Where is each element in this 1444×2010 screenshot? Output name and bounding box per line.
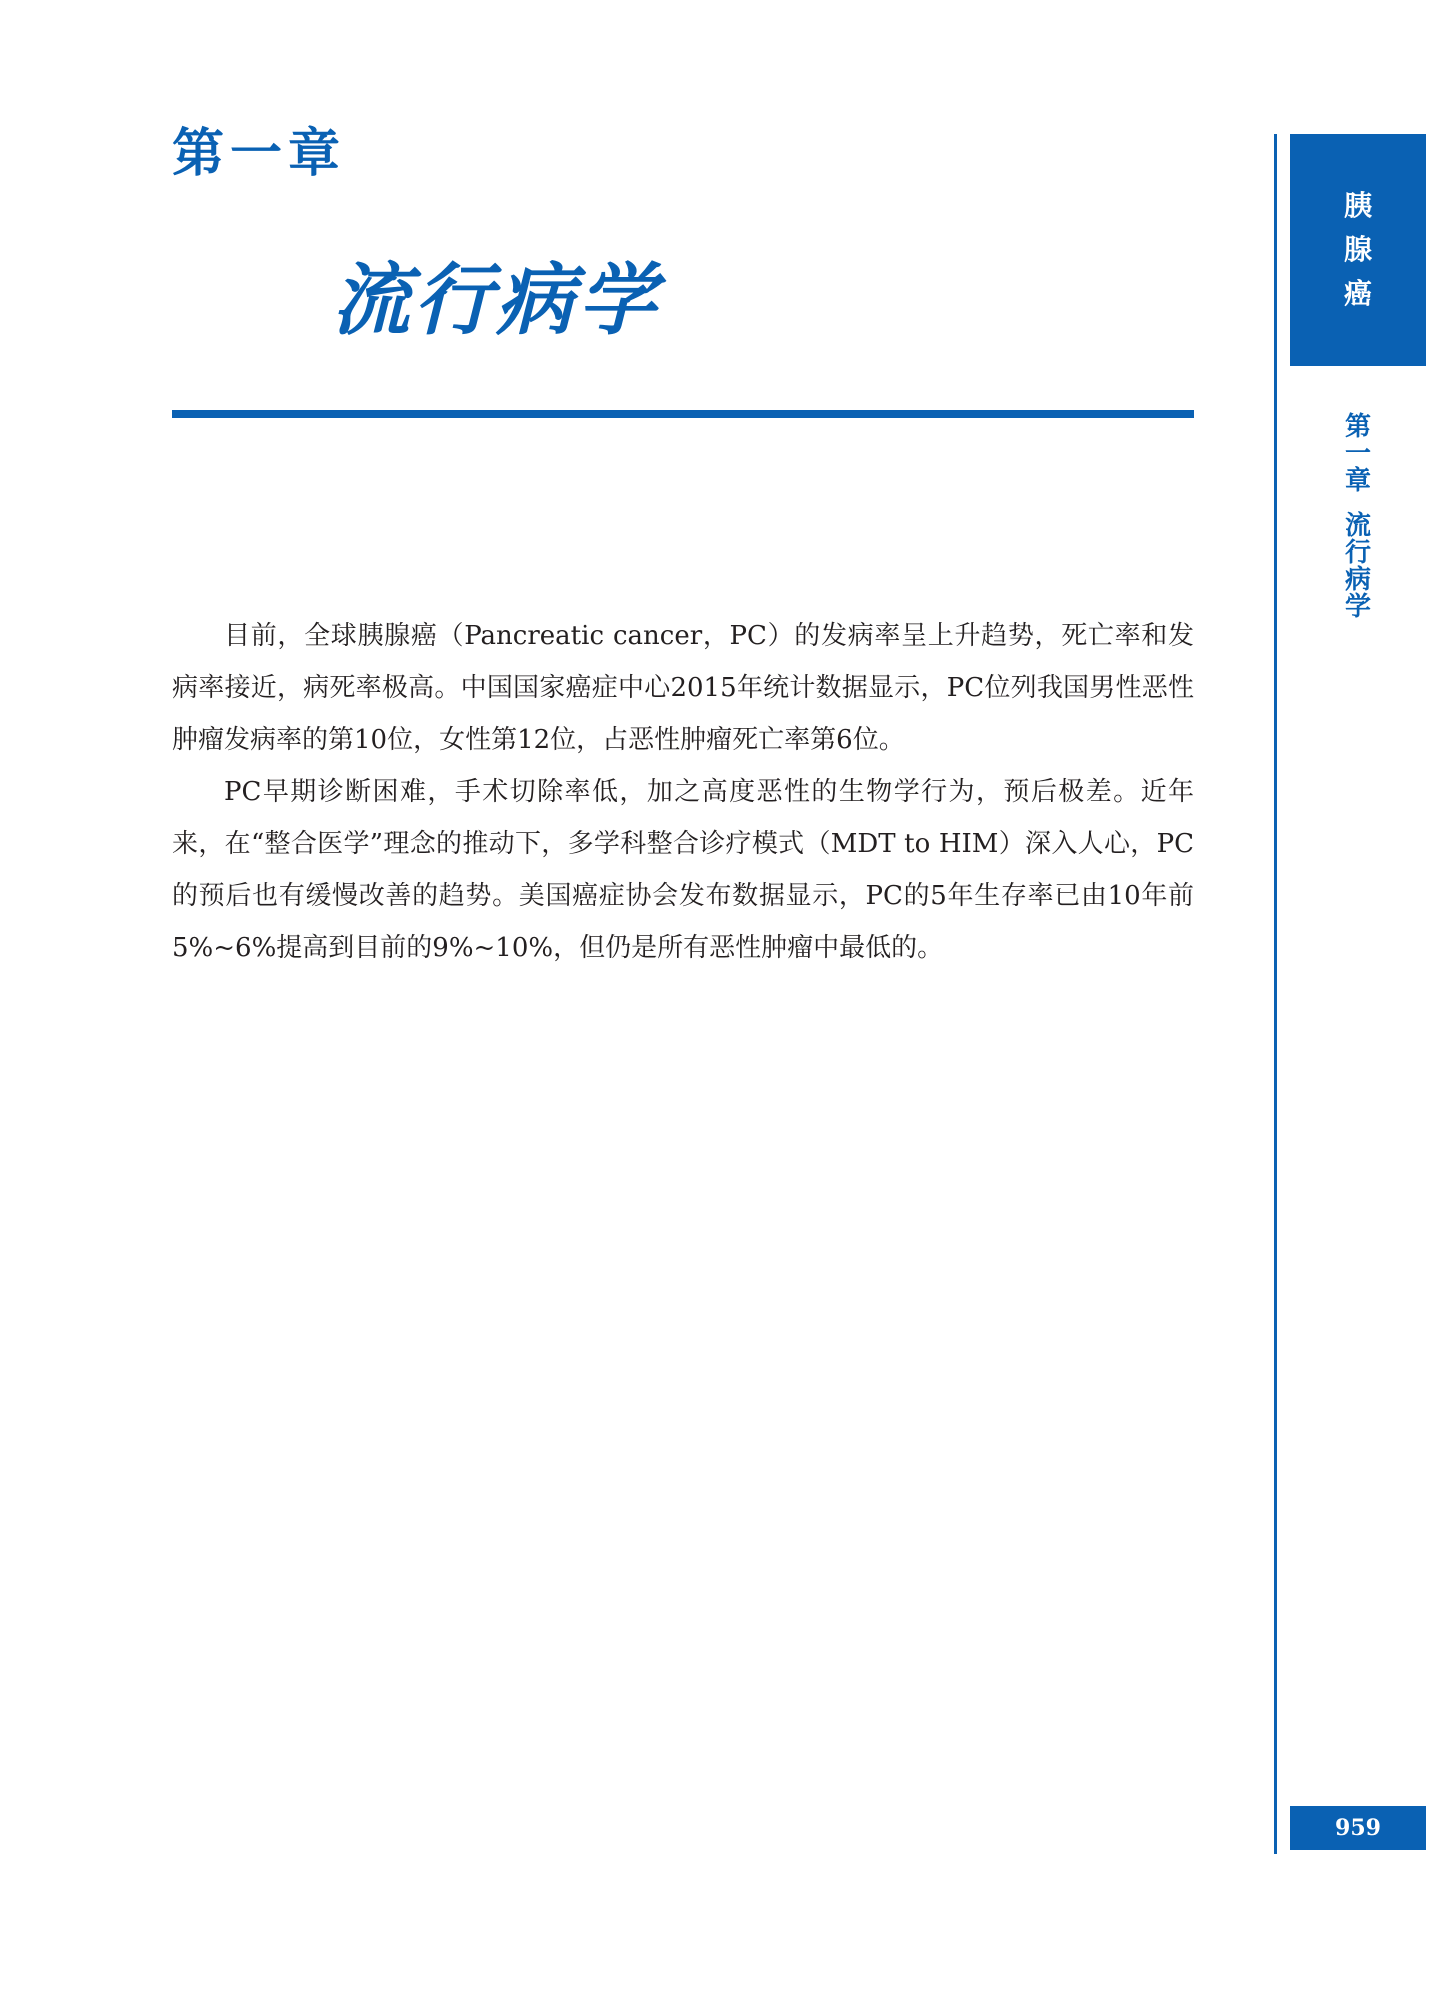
- sidebar-rule: [1274, 134, 1277, 1854]
- sidebar-chapter-char: 一: [1344, 439, 1371, 469]
- page-number: 959: [1290, 1806, 1426, 1850]
- chapter-title: 流行病学: [332, 256, 661, 346]
- sidebar-chapter-char: 病: [1344, 565, 1371, 595]
- sidebar-chapter-char: 流: [1344, 511, 1371, 541]
- sidebar-chapter-char: 行: [1344, 538, 1371, 568]
- chapter-label: 第一章: [172, 124, 347, 184]
- title-divider: [172, 410, 1194, 418]
- paragraph-1: 目前，全球胰腺癌（Pancreatic cancer，PC）的发病率呈上升趋势，死亡率和发病率接近，病死率极高。中国国家癌症中心2015年统计数据显示，PC位列我国男性恶性肿瘤发病率的第10位，女性第12位，占恶性肿瘤死亡率第6位。: [172, 621, 1194, 755]
- book-tab-char: 癌: [1343, 277, 1372, 310]
- body-text: [172, 610, 1194, 974]
- book-tab-char: 胰: [1343, 189, 1372, 222]
- book-tab: [1290, 134, 1426, 366]
- book-tab-char: 腺: [1343, 233, 1372, 266]
- paragraph-2: PC早期诊断困难，手术切除率低，加之高度恶性的生物学行为，预后极差。近年来，在“整合医学”理念的推动下，多学科整合诊疗模式（MDT to HIM）深入人心，PC的预后也有缓慢改善的趋势。美国癌症协会发布数据显示，PC的5年生存率已由10年前5%~6%提高到目前的9%~10%，但仍是所有恶性肿瘤中最低的。: [172, 777, 1194, 963]
- sidebar-chapter-char: 学: [1344, 592, 1371, 622]
- sidebar-chapter-label: [1290, 414, 1426, 621]
- sidebar-chapter-char: 第: [1344, 412, 1371, 442]
- sidebar-chapter-char: 章: [1344, 466, 1371, 496]
